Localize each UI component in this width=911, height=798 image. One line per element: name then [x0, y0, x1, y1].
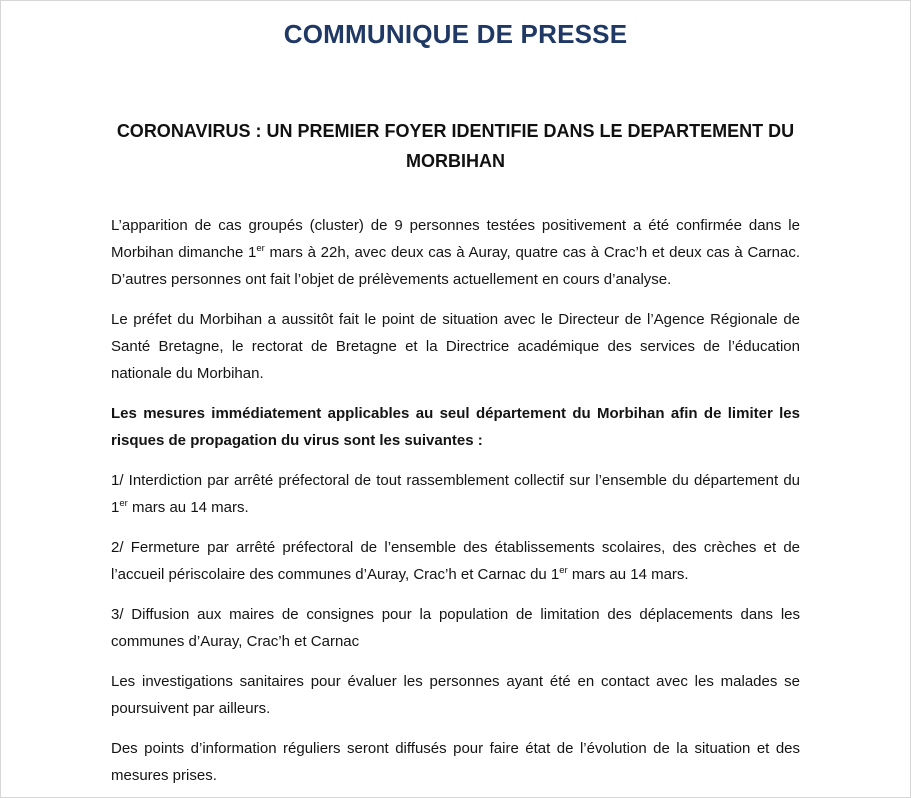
superscript-ordinal: er — [256, 243, 265, 254]
paragraph-measures-heading — [111, 400, 800, 454]
list-item-1-interdiction — [111, 467, 800, 521]
text-segment: Le préfet du Morbihan a aussitôt fait le point de situation avec le Directeur de l’Agence Régionale de Santé Bretagne, le rectorat de Bretagne et la Directrice académique des services de l’éducation nationale du Morbihan. — [111, 311, 800, 382]
text-segment: mars à 22h, avec deux cas à Auray, quatre cas à Crac’h et deux cas à Carnac. D’autres personnes ont fait l’objet de prélèvements actuellement en cours d’analyse. — [111, 244, 800, 288]
paragraph-cluster-intro — [111, 212, 800, 293]
document-subtitle-line-2: MORBIHAN — [406, 151, 505, 171]
paragraph-investigations — [111, 668, 800, 722]
text-segment: mars au 14 mars. — [567, 566, 689, 583]
paragraph-information-points — [111, 735, 800, 789]
text-segment: 3/ Diffusion aux maires de consignes pour la population de limitation des déplacements dans les communes d’Auray, Crac’h et Carnac — [111, 606, 800, 650]
document-subtitle-line-1: CORONAVIRUS : UN PREMIER FOYER IDENTIFIE DANS LE DEPARTEMENT DU — [116, 121, 795, 141]
text-segment: L’apparition de cas groupés (cluster) de 9 personnes testées positivement a été confirmée dans le Morbihan dimanche 1 — [111, 217, 800, 261]
list-item-3-diffusion — [111, 601, 800, 655]
text-segment: 1/ Interdiction par arrêté préfectoral de tout rassemblement collectif sur l’ensemble du département du 1 — [111, 472, 800, 516]
document-title: COMMUNIQUE DE PRESSE — [283, 19, 628, 49]
text-segment: Les mesures immédiatement applicables au seul département du Morbihan afin de limiter les risques de propagation du virus sont les suivantes : — [111, 405, 800, 449]
text-segment: Les investigations sanitaires pour évaluer les personnes ayant été en contact avec les malades se poursuivent par ailleurs. — [111, 673, 800, 717]
text-segment: mars au 14 mars. — [127, 499, 249, 516]
superscript-ordinal: er — [559, 565, 568, 576]
document-body — [111, 212, 800, 789]
text-segment: Des points d’information réguliers seront diffusés pour faire état de l’évolution de la situation et des mesures prises. — [111, 740, 800, 784]
text-segment: 2/ Fermeture par arrêté préfectoral de l’ensemble des établissements scolaires, des crèches et de l’accueil périscolaire des communes d’Auray, Crac’h et Carnac du 1 — [111, 539, 800, 583]
superscript-ordinal: er — [119, 498, 128, 509]
document-subtitle — [61, 116, 850, 176]
list-item-2-fermeture — [111, 534, 800, 588]
paragraph-prefect-meeting — [111, 306, 800, 387]
